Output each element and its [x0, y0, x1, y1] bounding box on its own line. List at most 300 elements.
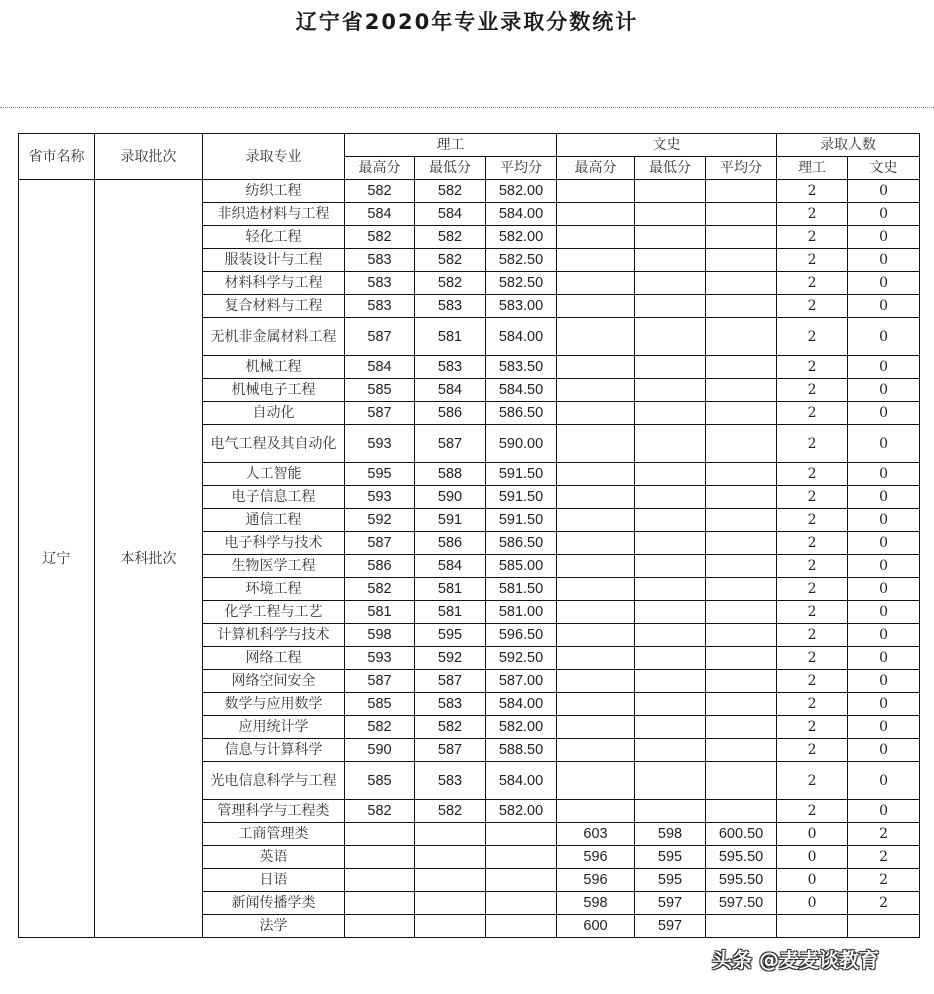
science-max-cell: 582: [345, 180, 415, 203]
science-min-cell: 583: [415, 762, 486, 800]
arts-min-cell: [635, 295, 706, 318]
count-arts-cell: 0: [848, 356, 920, 379]
arts-max-cell: [557, 693, 635, 716]
count-science-cell: 2: [777, 601, 848, 624]
count-science-cell: 2: [777, 693, 848, 716]
major-cell: 服装设计与工程: [203, 249, 345, 272]
arts-max-cell: [557, 226, 635, 249]
arts-min-cell: [635, 601, 706, 624]
science-min-cell: [415, 846, 486, 869]
arts-min-cell: 598: [635, 823, 706, 846]
arts-avg-cell: [706, 295, 777, 318]
major-cell: 通信工程: [203, 509, 345, 532]
arts-max-cell: 598: [557, 892, 635, 915]
count-science-cell: 2: [777, 402, 848, 425]
count-science-cell: 2: [777, 226, 848, 249]
science-min-cell: 584: [415, 203, 486, 226]
science-min-cell: 584: [415, 379, 486, 402]
arts-min-cell: [635, 532, 706, 555]
province-cell: 辽宁: [19, 180, 95, 938]
science-min-cell: 584: [415, 555, 486, 578]
major-cell: 机械工程: [203, 356, 345, 379]
arts-min-cell: 597: [635, 915, 706, 938]
arts-max-cell: [557, 180, 635, 203]
science-max-cell: 584: [345, 356, 415, 379]
science-max-cell: 585: [345, 693, 415, 716]
major-cell: 材料科学与工程: [203, 272, 345, 295]
science-min-cell: 592: [415, 647, 486, 670]
count-science-cell: 0: [777, 892, 848, 915]
arts-min-cell: [635, 180, 706, 203]
science-max-cell: [345, 869, 415, 892]
science-min-cell: 582: [415, 180, 486, 203]
count-science-cell: 0: [777, 846, 848, 869]
arts-avg-cell: [706, 379, 777, 402]
count-science-cell: 2: [777, 318, 848, 356]
arts-avg-cell: [706, 716, 777, 739]
arts-max-cell: 603: [557, 823, 635, 846]
header-major: 录取专业: [203, 134, 345, 180]
arts-avg-cell: [706, 800, 777, 823]
count-arts-cell: 0: [848, 226, 920, 249]
arts-min-cell: 595: [635, 846, 706, 869]
header-arts-avg: 平均分: [706, 157, 777, 180]
count-science-cell: 2: [777, 532, 848, 555]
count-science-cell: 2: [777, 356, 848, 379]
science-avg-cell: 581.50: [486, 578, 557, 601]
header-arts-min: 最低分: [635, 157, 706, 180]
arts-max-cell: 600: [557, 915, 635, 938]
arts-avg-cell: [706, 402, 777, 425]
count-arts-cell: 2: [848, 846, 920, 869]
science-avg-cell: 582.50: [486, 249, 557, 272]
arts-max-cell: [557, 318, 635, 356]
major-cell: 化学工程与工艺: [203, 601, 345, 624]
science-min-cell: 583: [415, 693, 486, 716]
arts-min-cell: 597: [635, 892, 706, 915]
header-science-max: 最高分: [345, 157, 415, 180]
science-max-cell: [345, 915, 415, 938]
arts-avg-cell: [706, 532, 777, 555]
science-min-cell: 587: [415, 670, 486, 693]
count-science-cell: 2: [777, 486, 848, 509]
arts-max-cell: [557, 578, 635, 601]
arts-max-cell: [557, 295, 635, 318]
science-min-cell: 587: [415, 739, 486, 762]
science-avg-cell: 586.50: [486, 532, 557, 555]
count-science-cell: 2: [777, 180, 848, 203]
arts-min-cell: [635, 249, 706, 272]
arts-avg-cell: 595.50: [706, 869, 777, 892]
arts-avg-cell: [706, 555, 777, 578]
arts-max-cell: [557, 402, 635, 425]
science-max-cell: 583: [345, 249, 415, 272]
science-max-cell: [345, 892, 415, 915]
count-arts-cell: 0: [848, 509, 920, 532]
header-province: 省市名称: [19, 134, 95, 180]
science-min-cell: 581: [415, 601, 486, 624]
major-cell: 工商管理类: [203, 823, 345, 846]
major-cell: 无机非金属材料工程: [203, 318, 345, 356]
count-arts-cell: 0: [848, 272, 920, 295]
science-max-cell: 585: [345, 379, 415, 402]
header-science-min: 最低分: [415, 157, 486, 180]
science-min-cell: 582: [415, 226, 486, 249]
count-arts-cell: 0: [848, 800, 920, 823]
science-max-cell: [345, 846, 415, 869]
science-max-cell: 582: [345, 800, 415, 823]
header-batch: 录取批次: [95, 134, 203, 180]
science-max-cell: 593: [345, 647, 415, 670]
arts-avg-cell: [706, 693, 777, 716]
arts-min-cell: [635, 509, 706, 532]
arts-min-cell: [635, 379, 706, 402]
arts-min-cell: [635, 463, 706, 486]
header-arts-max: 最高分: [557, 157, 635, 180]
major-cell: 数学与应用数学: [203, 693, 345, 716]
arts-max-cell: [557, 203, 635, 226]
arts-max-cell: [557, 379, 635, 402]
arts-max-cell: [557, 555, 635, 578]
count-science-cell: 2: [777, 463, 848, 486]
arts-max-cell: [557, 624, 635, 647]
science-avg-cell: 582.00: [486, 180, 557, 203]
count-arts-cell: 0: [848, 693, 920, 716]
major-cell: 电子信息工程: [203, 486, 345, 509]
science-max-cell: 582: [345, 716, 415, 739]
major-cell: 光电信息科学与工程: [203, 762, 345, 800]
science-avg-cell: 584.50: [486, 379, 557, 402]
science-avg-cell: 584.00: [486, 203, 557, 226]
count-arts-cell: 0: [848, 318, 920, 356]
count-arts-cell: 0: [848, 578, 920, 601]
science-avg-cell: 596.50: [486, 624, 557, 647]
count-science-cell: 2: [777, 272, 848, 295]
science-max-cell: 587: [345, 402, 415, 425]
science-min-cell: 582: [415, 716, 486, 739]
arts-max-cell: [557, 272, 635, 295]
science-max-cell: 583: [345, 295, 415, 318]
arts-avg-cell: [706, 203, 777, 226]
count-science-cell: 2: [777, 670, 848, 693]
arts-min-cell: 595: [635, 869, 706, 892]
science-avg-cell: 584.00: [486, 318, 557, 356]
count-science-cell: 2: [777, 249, 848, 272]
header-science-avg: 平均分: [486, 157, 557, 180]
arts-min-cell: [635, 318, 706, 356]
watermark: 头条 @麦麦谈教育: [712, 948, 879, 972]
header-arts-group: 文史: [557, 134, 777, 157]
major-cell: 英语: [203, 846, 345, 869]
arts-avg-cell: [706, 578, 777, 601]
arts-min-cell: [635, 578, 706, 601]
arts-min-cell: [635, 203, 706, 226]
count-arts-cell: 0: [848, 379, 920, 402]
arts-avg-cell: [706, 509, 777, 532]
major-cell: 管理科学与工程类: [203, 800, 345, 823]
science-max-cell: 592: [345, 509, 415, 532]
count-science-cell: 2: [777, 379, 848, 402]
science-max-cell: 585: [345, 762, 415, 800]
arts-min-cell: [635, 624, 706, 647]
arts-avg-cell: [706, 624, 777, 647]
arts-avg-cell: [706, 226, 777, 249]
arts-max-cell: [557, 601, 635, 624]
science-avg-cell: 584.00: [486, 762, 557, 800]
science-max-cell: 587: [345, 670, 415, 693]
count-arts-cell: 0: [848, 647, 920, 670]
arts-max-cell: [557, 463, 635, 486]
arts-avg-cell: [706, 318, 777, 356]
arts-max-cell: [557, 486, 635, 509]
arts-min-cell: [635, 402, 706, 425]
major-cell: 机械电子工程: [203, 379, 345, 402]
major-cell: 信息与计算科学: [203, 739, 345, 762]
page-title: 辽宁省2020年专业录取分数统计: [295, 10, 639, 34]
count-arts-cell: 0: [848, 425, 920, 463]
science-max-cell: 582: [345, 578, 415, 601]
arts-max-cell: [557, 425, 635, 463]
major-cell: 网络空间安全: [203, 670, 345, 693]
arts-avg-cell: [706, 762, 777, 800]
arts-max-cell: [557, 356, 635, 379]
table-row: [19, 180, 920, 203]
count-arts-cell: 0: [848, 716, 920, 739]
header-count-science: 理工: [777, 157, 848, 180]
major-cell: 日语: [203, 869, 345, 892]
science-min-cell: 595: [415, 624, 486, 647]
arts-avg-cell: [706, 180, 777, 203]
science-min-cell: 582: [415, 800, 486, 823]
count-arts-cell: 0: [848, 762, 920, 800]
arts-min-cell: [635, 762, 706, 800]
arts-avg-cell: [706, 670, 777, 693]
arts-max-cell: [557, 532, 635, 555]
science-min-cell: [415, 823, 486, 846]
arts-min-cell: [635, 693, 706, 716]
arts-min-cell: [635, 670, 706, 693]
science-min-cell: [415, 869, 486, 892]
count-science-cell: 0: [777, 869, 848, 892]
science-min-cell: [415, 915, 486, 938]
count-arts-cell: 2: [848, 869, 920, 892]
science-min-cell: 586: [415, 532, 486, 555]
count-science-cell: 2: [777, 624, 848, 647]
science-max-cell: 595: [345, 463, 415, 486]
arts-min-cell: [635, 425, 706, 463]
batch-cell: 本科批次: [95, 180, 203, 938]
major-cell: 计算机科学与技术: [203, 624, 345, 647]
science-avg-cell: 581.00: [486, 601, 557, 624]
header-science-group: 理工: [345, 134, 557, 157]
arts-max-cell: [557, 647, 635, 670]
science-max-cell: [345, 823, 415, 846]
arts-max-cell: 596: [557, 869, 635, 892]
major-cell: 纺织工程: [203, 180, 345, 203]
science-avg-cell: [486, 846, 557, 869]
science-avg-cell: 584.00: [486, 693, 557, 716]
arts-min-cell: [635, 716, 706, 739]
science-max-cell: 587: [345, 318, 415, 356]
count-arts-cell: 0: [848, 249, 920, 272]
major-cell: 电子科学与技术: [203, 532, 345, 555]
major-cell: 应用统计学: [203, 716, 345, 739]
count-science-cell: 0: [777, 823, 848, 846]
science-avg-cell: [486, 915, 557, 938]
science-max-cell: 584: [345, 203, 415, 226]
arts-avg-cell: [706, 647, 777, 670]
major-cell: 轻化工程: [203, 226, 345, 249]
arts-max-cell: [557, 249, 635, 272]
count-arts-cell: 2: [848, 823, 920, 846]
science-avg-cell: 588.50: [486, 739, 557, 762]
arts-max-cell: [557, 800, 635, 823]
arts-avg-cell: [706, 356, 777, 379]
science-min-cell: 583: [415, 295, 486, 318]
science-avg-cell: 591.50: [486, 486, 557, 509]
major-cell: 环境工程: [203, 578, 345, 601]
science-avg-cell: [486, 892, 557, 915]
science-min-cell: 587: [415, 425, 486, 463]
science-avg-cell: 586.50: [486, 402, 557, 425]
arts-max-cell: [557, 670, 635, 693]
major-cell: 复合材料与工程: [203, 295, 345, 318]
arts-avg-cell: [706, 739, 777, 762]
count-science-cell: 2: [777, 762, 848, 800]
count-science-cell: 2: [777, 425, 848, 463]
arts-max-cell: [557, 762, 635, 800]
arts-max-cell: 596: [557, 846, 635, 869]
table-body: [19, 180, 920, 938]
science-min-cell: 586: [415, 402, 486, 425]
count-science-cell: 2: [777, 739, 848, 762]
arts-max-cell: [557, 739, 635, 762]
count-science-cell: [777, 915, 848, 938]
count-arts-cell: 0: [848, 624, 920, 647]
arts-avg-cell: [706, 601, 777, 624]
arts-max-cell: [557, 509, 635, 532]
arts-avg-cell: [706, 272, 777, 295]
header-count-arts: 文史: [848, 157, 920, 180]
science-avg-cell: 591.50: [486, 509, 557, 532]
arts-avg-cell: [706, 915, 777, 938]
major-cell: 法学: [203, 915, 345, 938]
science-avg-cell: 585.00: [486, 555, 557, 578]
arts-min-cell: [635, 486, 706, 509]
science-avg-cell: 583.00: [486, 295, 557, 318]
count-arts-cell: 0: [848, 295, 920, 318]
arts-min-cell: [635, 555, 706, 578]
science-avg-cell: 583.50: [486, 356, 557, 379]
count-science-cell: 2: [777, 647, 848, 670]
count-arts-cell: 0: [848, 739, 920, 762]
count-arts-cell: 2: [848, 892, 920, 915]
divider: [0, 107, 934, 108]
science-min-cell: 582: [415, 272, 486, 295]
arts-avg-cell: [706, 425, 777, 463]
arts-avg-cell: [706, 486, 777, 509]
arts-avg-cell: 600.50: [706, 823, 777, 846]
header-count-group: 录取人数: [777, 134, 920, 157]
science-avg-cell: 582.00: [486, 716, 557, 739]
science-avg-cell: [486, 823, 557, 846]
count-science-cell: 2: [777, 509, 848, 532]
science-max-cell: 581: [345, 601, 415, 624]
count-arts-cell: [848, 915, 920, 938]
count-arts-cell: 0: [848, 463, 920, 486]
arts-min-cell: [635, 800, 706, 823]
arts-min-cell: [635, 356, 706, 379]
science-avg-cell: 587.00: [486, 670, 557, 693]
count-arts-cell: 0: [848, 180, 920, 203]
science-min-cell: 581: [415, 318, 486, 356]
science-avg-cell: 582.00: [486, 226, 557, 249]
major-cell: 生物医学工程: [203, 555, 345, 578]
science-min-cell: 588: [415, 463, 486, 486]
count-science-cell: 2: [777, 295, 848, 318]
science-min-cell: 591: [415, 509, 486, 532]
count-science-cell: 2: [777, 800, 848, 823]
science-avg-cell: 592.50: [486, 647, 557, 670]
science-max-cell: 586: [345, 555, 415, 578]
science-avg-cell: 582.50: [486, 272, 557, 295]
arts-max-cell: [557, 716, 635, 739]
count-arts-cell: 0: [848, 486, 920, 509]
count-science-cell: 2: [777, 555, 848, 578]
arts-min-cell: [635, 739, 706, 762]
major-cell: 新闻传播学类: [203, 892, 345, 915]
major-cell: 电气工程及其自动化: [203, 425, 345, 463]
count-arts-cell: 0: [848, 670, 920, 693]
science-max-cell: 590: [345, 739, 415, 762]
count-arts-cell: 0: [848, 532, 920, 555]
count-arts-cell: 0: [848, 203, 920, 226]
arts-avg-cell: [706, 249, 777, 272]
arts-avg-cell: [706, 463, 777, 486]
science-min-cell: [415, 892, 486, 915]
admission-score-table: [18, 133, 920, 938]
arts-avg-cell: 595.50: [706, 846, 777, 869]
major-cell: 非织造材料与工程: [203, 203, 345, 226]
count-science-cell: 2: [777, 578, 848, 601]
count-arts-cell: 0: [848, 555, 920, 578]
arts-min-cell: [635, 226, 706, 249]
major-cell: 自动化: [203, 402, 345, 425]
arts-min-cell: [635, 272, 706, 295]
science-avg-cell: 590.00: [486, 425, 557, 463]
major-cell: 网络工程: [203, 647, 345, 670]
science-min-cell: 583: [415, 356, 486, 379]
count-science-cell: 2: [777, 203, 848, 226]
count-science-cell: 2: [777, 716, 848, 739]
science-max-cell: 593: [345, 425, 415, 463]
science-min-cell: 581: [415, 578, 486, 601]
science-avg-cell: 582.00: [486, 800, 557, 823]
science-max-cell: 598: [345, 624, 415, 647]
major-cell: 人工智能: [203, 463, 345, 486]
science-avg-cell: [486, 869, 557, 892]
arts-min-cell: [635, 647, 706, 670]
science-max-cell: 587: [345, 532, 415, 555]
science-min-cell: 582: [415, 249, 486, 272]
science-min-cell: 590: [415, 486, 486, 509]
science-max-cell: 583: [345, 272, 415, 295]
count-arts-cell: 0: [848, 601, 920, 624]
science-max-cell: 593: [345, 486, 415, 509]
science-max-cell: 582: [345, 226, 415, 249]
arts-avg-cell: 597.50: [706, 892, 777, 915]
science-avg-cell: 591.50: [486, 463, 557, 486]
